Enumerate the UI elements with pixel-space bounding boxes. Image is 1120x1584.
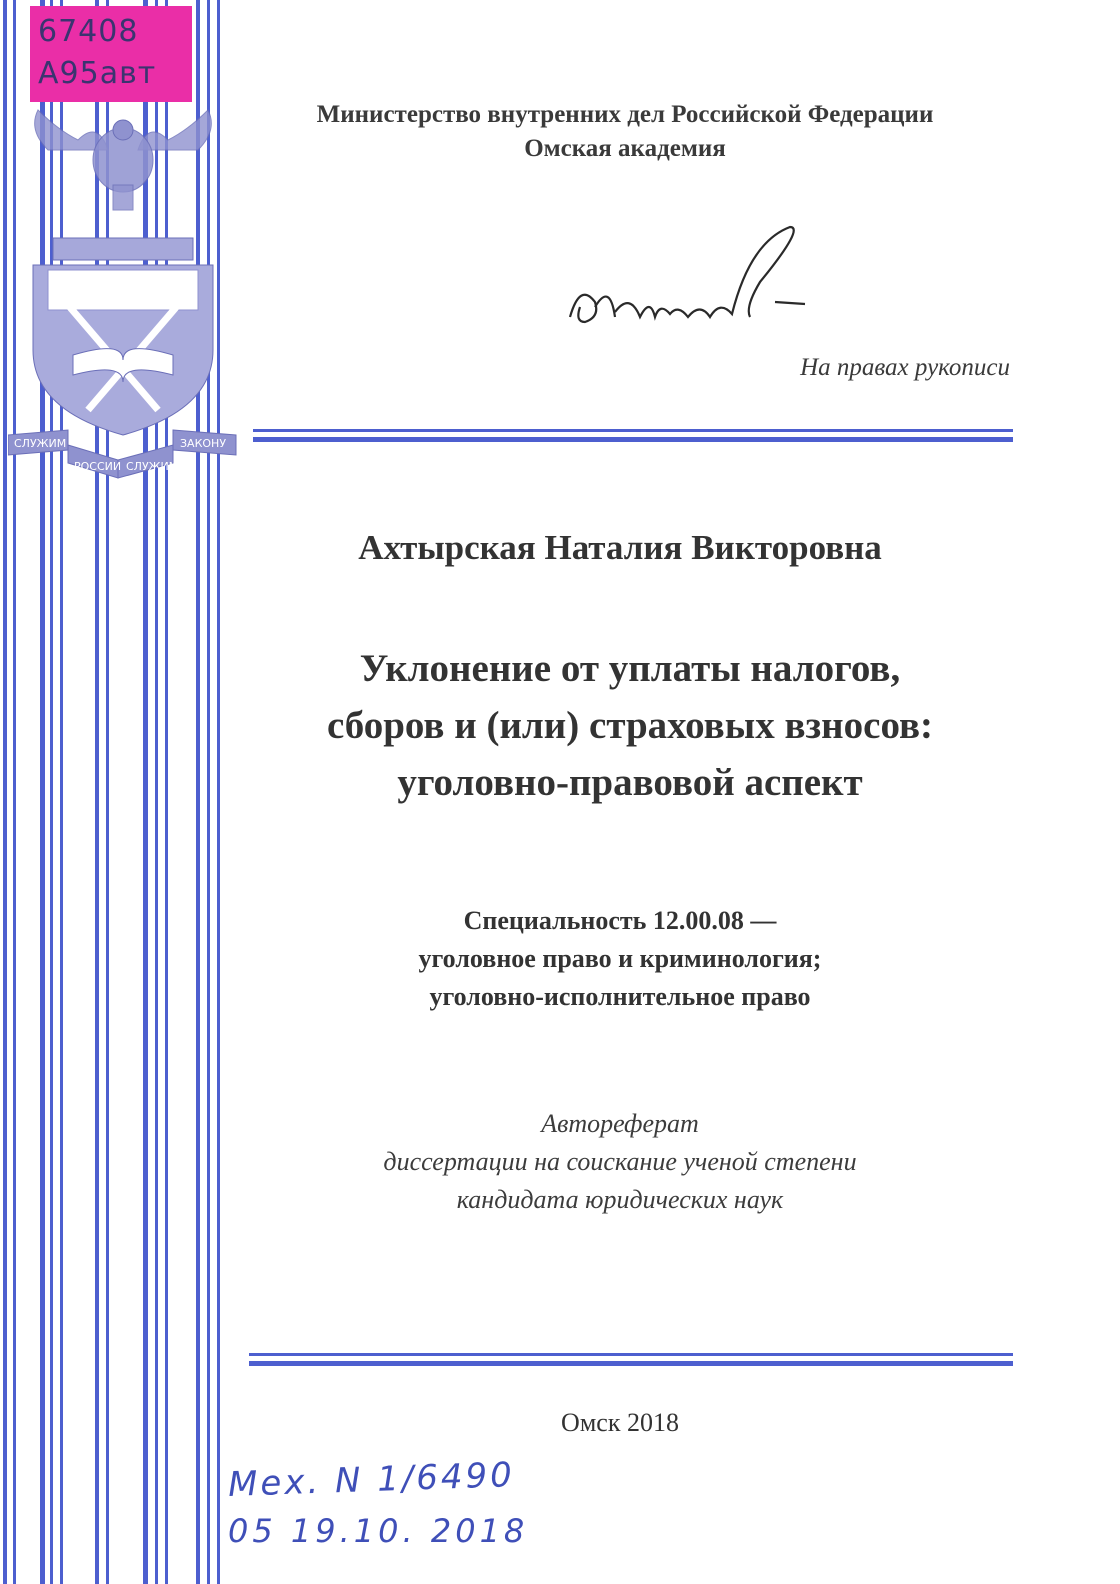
motto-word-2: РОССИИ xyxy=(74,460,122,473)
motto-word-3: СЛУЖИМ xyxy=(126,460,179,473)
abstract-line-3: кандидата юридических наук xyxy=(456,1185,784,1214)
title-line-2: сборов и (или) страховых взносов: xyxy=(326,704,934,747)
handwritten-record-number: Mex. N 1/6490 xyxy=(227,1455,516,1505)
specialty-line-2: уголовное право и криминология; xyxy=(418,944,822,973)
library-stamp xyxy=(30,6,192,102)
specialty-block xyxy=(240,902,1000,1016)
title-line-1: Уклонение от уплаты налогов, xyxy=(359,647,901,690)
specialty-line-3: уголовно-исполнительное право xyxy=(429,982,811,1011)
academy-name: Омская академия xyxy=(524,135,726,162)
title-line-3: уголовно-правовой аспект xyxy=(397,761,863,804)
motto-word-1: СЛУЖИМ xyxy=(14,437,67,450)
handwritten-record-date: 05 19.10. 2018 xyxy=(228,1512,529,1550)
author-name: Ахтырская Наталия Викторовна xyxy=(358,528,882,567)
abstract-line-2: диссертации на соискание ученой степени xyxy=(383,1147,857,1176)
ministry-header xyxy=(240,98,1010,166)
ministry-name: Министерство внутренних дел Российской Федерации xyxy=(316,101,934,128)
dissertation-title xyxy=(220,640,1040,811)
bottom-divider xyxy=(249,1352,1013,1368)
motto-word-4: ЗАКОНУ xyxy=(180,437,227,450)
abstract-line-1: Автореферат xyxy=(541,1109,699,1138)
city-year: Омск 2018 xyxy=(561,1408,679,1437)
abstract-block xyxy=(240,1105,1000,1219)
specialty-line-1: Специальность 12.00.08 — xyxy=(463,906,777,935)
stamp-code: А95авт xyxy=(38,56,157,91)
top-divider xyxy=(253,428,1013,444)
handwritten-signature xyxy=(560,222,820,342)
stamp-number: 67408 xyxy=(38,14,139,49)
omsk-academy-emblem-icon xyxy=(8,90,238,490)
manuscript-note: На правах рукописи xyxy=(800,354,1010,381)
